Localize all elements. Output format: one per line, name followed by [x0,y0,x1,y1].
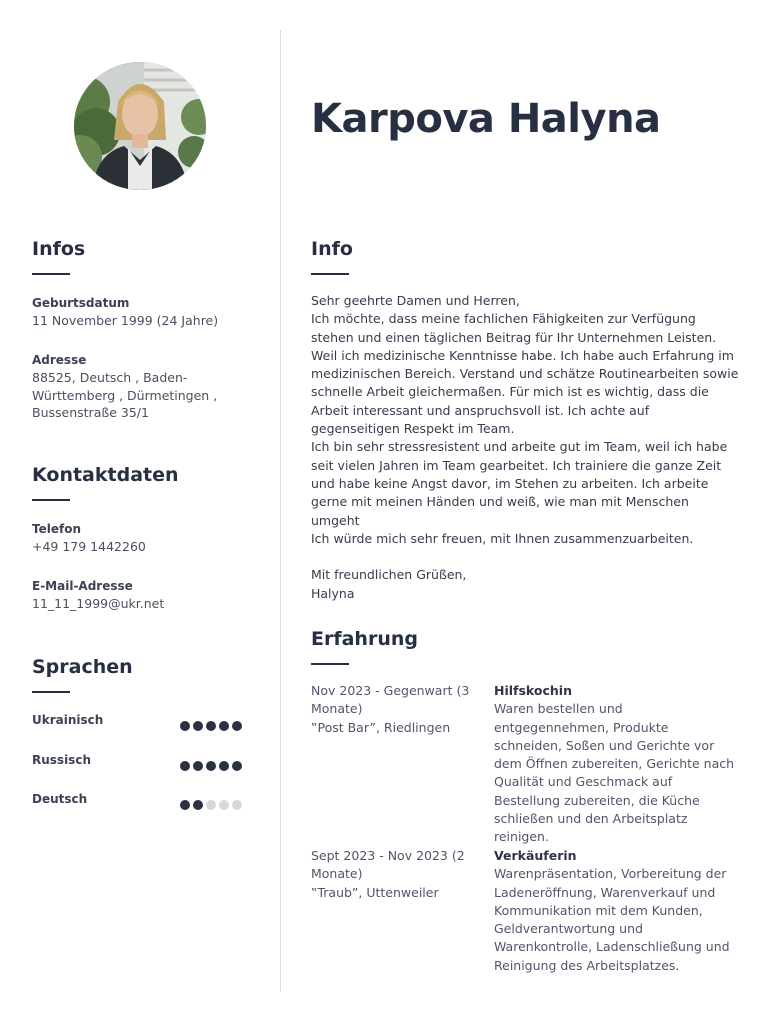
heading-underline [32,499,70,501]
level-dot-empty [206,800,216,810]
level-dot-filled [180,800,190,810]
level-dot-filled [193,800,203,810]
experience-role: Verkäuferin [494,848,577,863]
letter-line: Ich würde mich sehr freuen, mit Ihnen zusammenzuarbeiten. [311,530,694,546]
letter-signature: Halyna [311,585,355,601]
language-level-dots [180,716,245,735]
phone-value[interactable]: +49 179 1442260 [32,539,146,554]
heading-underline [32,273,70,275]
level-dot-filled [180,721,190,731]
info-section [311,238,353,275]
contact-section [32,464,257,501]
infos-section [32,238,257,275]
person-name: Karpova Halyna [311,96,661,142]
language-name: Russisch [32,753,91,767]
letter-line: Sehr geehrte Damen und Herren, [311,293,520,308]
heading-underline [311,273,349,275]
info-heading: Info [311,238,353,260]
email-field [32,578,257,613]
birthdate-value: 11 November 1999 (24 Jahre) [32,313,219,328]
birthdate-field [32,295,257,330]
language-row [32,792,257,810]
phone-field [32,521,257,556]
level-dot-filled [180,761,190,771]
language-level-dots [180,756,245,775]
experience-description: Waren bestellen und entgegennehmen, Produkte schneiden, Soßen und Gerichte vor dem Öffnen zubereiten, Gerichte nach Qualität und Geschmack auf Bestellung zubereiten, die Küche schließen und den Arbeitsplatz reinigen. [494,701,735,845]
experience-period: Sept 2023 - Nov 2023 (2 Monate) [311,848,465,882]
column-divider [280,30,281,992]
email-value[interactable]: 11_11_1999@ukr.net [32,596,165,611]
letter-line: Ich möchte, dass meine fachlichen Fähigkeiten zur Verfügung stehen und einen täglichen Beitrag für Ihr Unternehmen Leisten. [311,311,717,345]
experience-section [311,628,418,665]
experience-details [494,682,739,847]
letter-line: Weil ich medizinische Kenntnisse habe. Ich habe auch Erfahrung im medizinischen Bereich. Verstand und schätze Routinearbeiten sowie schnelle Arbeit gleichermaßen. Für mich ist es wichtig, dass die Arbeit interessant und anspruchsvoll ist. Ich achte auf gegenseitigen Respekt im Team. [311,347,739,437]
phone-label: Telefon [32,522,81,536]
experience-meta [311,847,476,902]
infos-heading: Infos [32,238,86,260]
level-dot-filled [232,761,242,771]
birthdate-label: Geburtsdatum [32,296,130,310]
language-row [32,753,257,771]
experience-meta [311,682,476,737]
letter-line: Ich bin sehr stressresistent und arbeite gut im Team, weil ich habe seit vielen Jahren im Team gearbeitet. Ich trainiere die ganze Zeit und habe keine Angst davor, im Stehen zu arbeiten. Ich arbeite gerne mit meinen Händen und weiß, wie man mit Menschen umgeht [311,439,728,528]
experience-employer: ‟Post Bar”, Riedlingen [311,719,451,735]
experience-role: Hilfskochin [494,683,572,698]
level-dot-filled [193,761,203,771]
experience-description: Warenpräsentation, Vorbereitung der Ladeneröffnung, Warenverkauf und Kommunikation mit dem Kunden, Geldverantwortung und Warenkontrolle, Ladenschließung und Reinigung des Arbeitsplatzes. [494,866,730,973]
language-name: Ukrainisch [32,713,104,727]
cover-letter [311,292,739,603]
profile-photo [74,62,206,190]
level-dot-filled [219,721,229,731]
experience-period: Nov 2023 - Gegenwart (3 Monate) [311,683,470,717]
level-dot-filled [232,721,242,731]
experience-heading: Erfahrung [311,628,418,650]
languages-heading: Sprachen [32,656,133,678]
address-label: Adresse [32,353,87,367]
level-dot-empty [219,800,229,810]
level-dot-empty [232,800,242,810]
level-dot-filled [219,761,229,771]
address-value: 88525, Deutsch , Baden-Württemberg , Dürmetingen , Bussenstraße 35/1 [32,370,218,420]
heading-underline [311,663,349,665]
address-field [32,352,232,422]
language-level-dots [180,795,245,814]
email-label: E-Mail-Adresse [32,579,133,593]
level-dot-filled [193,721,203,731]
experience-details [494,847,739,975]
language-name: Deutsch [32,792,88,806]
contact-heading: Kontaktdaten [32,464,179,486]
level-dot-filled [206,721,216,731]
experience-employer: ‟Traub”, Uttenweiler [311,884,439,900]
letter-closing: Mit freundlichen Grüßen, [311,567,467,583]
languages-section [32,656,257,693]
language-row [32,713,257,731]
heading-underline [32,691,70,693]
level-dot-filled [206,761,216,771]
